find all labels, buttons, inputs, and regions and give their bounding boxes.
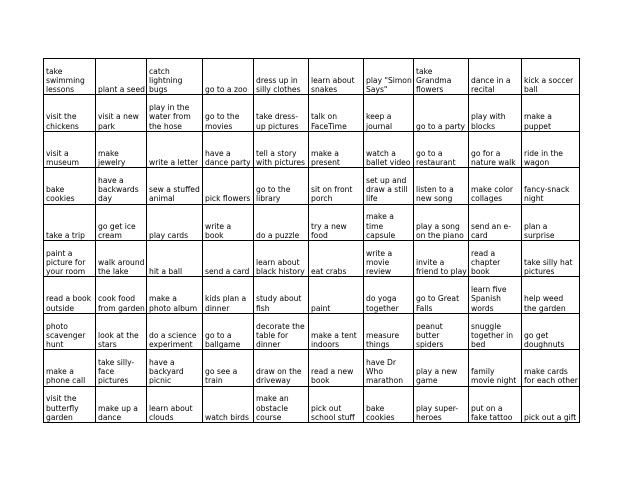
activity-cell: play a song on the piano [414, 204, 469, 240]
activity-cell: peanut butter spiders [414, 313, 469, 349]
activity-cell: catch lightning bugs [147, 59, 203, 95]
activity-cell: make cards for each other [522, 350, 580, 386]
activity-cell: have Dr Who marathon [364, 350, 414, 386]
activity-cell: make an obstacle course [254, 386, 309, 422]
activity-cell: cook food from garden [96, 277, 147, 313]
activity-cell: play super-heroes [414, 386, 469, 422]
activity-cell: make a puppet [522, 95, 580, 131]
activity-cell: tell a story with pictures [254, 131, 309, 167]
activity-cell: have a dance party [203, 131, 254, 167]
activity-cell: plant a seed [96, 59, 147, 95]
activity-cell: go see a train [203, 350, 254, 386]
activity-cell: write a movie review [364, 240, 414, 276]
activity-cell: go to a zoo [203, 59, 254, 95]
activity-cell: play a new game [414, 350, 469, 386]
activity-cell: dance in a recital [469, 59, 522, 95]
activity-cell: put on a fake tattoo [469, 386, 522, 422]
activity-cell: set up and draw a still life [364, 168, 414, 204]
activity-cell: sew a stuffed animal [147, 168, 203, 204]
activity-cell: kids plan a dinner [203, 277, 254, 313]
activity-cell: make a time capsule [364, 204, 414, 240]
activity-cell: fancy-snack night [522, 168, 580, 204]
table-row [44, 131, 580, 167]
activity-cell: take Grandma flowers [414, 59, 469, 95]
activity-cell: look at the stars [96, 313, 147, 349]
activity-cell: take a trip [44, 204, 96, 240]
activity-cell: talk on FaceTime [309, 95, 364, 131]
activity-cell: invite a friend to play [414, 240, 469, 276]
activity-cell: ride in the wagon [522, 131, 580, 167]
activity-cell: take dress-up pictures [254, 95, 309, 131]
activity-cell: visit a museum [44, 131, 96, 167]
activity-grid-body [44, 59, 580, 423]
activity-cell: learn five Spanish words [469, 277, 522, 313]
activity-cell: photo scavenger hunt [44, 313, 96, 349]
activity-cell: go get ice cream [96, 204, 147, 240]
activity-cell: kick a soccer ball [522, 59, 580, 95]
activity-cell: take silly hat pictures [522, 240, 580, 276]
activity-cell: read a book outside [44, 277, 96, 313]
activity-cell: make a phone call [44, 350, 96, 386]
activity-cell: go for a nature walk [469, 131, 522, 167]
activity-cell: do a science experiment [147, 313, 203, 349]
activity-cell: watch a ballet video [364, 131, 414, 167]
activity-cell: study about fish [254, 277, 309, 313]
activity-cell: visit the chickens [44, 95, 96, 131]
activity-cell: make a tent indoors [309, 313, 364, 349]
activity-cell: learn about black history [254, 240, 309, 276]
activity-cell: bake cookies [44, 168, 96, 204]
activity-cell: send an e-card [469, 204, 522, 240]
activity-cell: have a backyard picnic [147, 350, 203, 386]
table-row [44, 95, 580, 131]
activity-cell: make jewelry [96, 131, 147, 167]
activity-cell: walk around the lake [96, 240, 147, 276]
activity-cell: visit the butterfly garden [44, 386, 96, 422]
activity-cell: make up a dance [96, 386, 147, 422]
activity-cell: family movie night [469, 350, 522, 386]
activity-cell: listen to a new song [414, 168, 469, 204]
activity-cell: snuggle together in bed [469, 313, 522, 349]
activity-cell: visit a new park [96, 95, 147, 131]
activity-cell: write a book [203, 204, 254, 240]
table-row [44, 204, 580, 240]
activity-cell: play "Simon Says" [364, 59, 414, 95]
activity-cell: pick flowers [203, 168, 254, 204]
activity-cell: go to Great Falls [414, 277, 469, 313]
table-row [44, 59, 580, 95]
activity-cell: write a letter [147, 131, 203, 167]
activity-cell: hit a ball [147, 240, 203, 276]
activity-cell: paint [309, 277, 364, 313]
activity-cell: learn about snakes [309, 59, 364, 95]
activity-cell: go to a party [414, 95, 469, 131]
activity-cell: paint a picture for your room [44, 240, 96, 276]
activity-cell: plan a surprise [522, 204, 580, 240]
table-row [44, 277, 580, 313]
activity-cell: go to a restaurant [414, 131, 469, 167]
activity-grid [43, 58, 580, 423]
activity-cell: help weed the garden [522, 277, 580, 313]
activity-cell: make a present [309, 131, 364, 167]
activity-cell: do yoga together [364, 277, 414, 313]
activity-cell: draw on the driveway [254, 350, 309, 386]
activity-cell: take swimming lessons [44, 59, 96, 95]
activity-cell: dress up in silly clothes [254, 59, 309, 95]
activity-cell: decorate the table for dinner [254, 313, 309, 349]
table-row [44, 168, 580, 204]
activity-cell: go to the library [254, 168, 309, 204]
activity-cell: keep a journal [364, 95, 414, 131]
activity-cell: play cards [147, 204, 203, 240]
activity-cell: send a card [203, 240, 254, 276]
activity-cell: play with blocks [469, 95, 522, 131]
table-row [44, 386, 580, 422]
activity-cell: watch birds [203, 386, 254, 422]
activity-cell: make a photo album [147, 277, 203, 313]
activity-cell: read a chapter book [469, 240, 522, 276]
activity-cell: have a backwards day [96, 168, 147, 204]
table-row [44, 240, 580, 276]
table-row [44, 313, 580, 349]
activity-cell: make color collages [469, 168, 522, 204]
activity-cell: measure things [364, 313, 414, 349]
activity-cell: go to a ballgame [203, 313, 254, 349]
activity-cell: learn about clouds [147, 386, 203, 422]
activity-cell: try a new food [309, 204, 364, 240]
activity-cell: eat crabs [309, 240, 364, 276]
activity-cell: go to the movies [203, 95, 254, 131]
activity-cell: pick out school stuff [309, 386, 364, 422]
activity-cell: sit on front porch [309, 168, 364, 204]
table-row [44, 350, 580, 386]
activity-cell: go get doughnuts [522, 313, 580, 349]
activity-cell: read a new book [309, 350, 364, 386]
activity-cell: take silly-face pictures [96, 350, 147, 386]
activity-cell: play in the water from the hose [147, 95, 203, 131]
activity-cell: pick out a gift [522, 386, 580, 422]
activity-cell: do a puzzle [254, 204, 309, 240]
activity-cell: bake cookies [364, 386, 414, 422]
